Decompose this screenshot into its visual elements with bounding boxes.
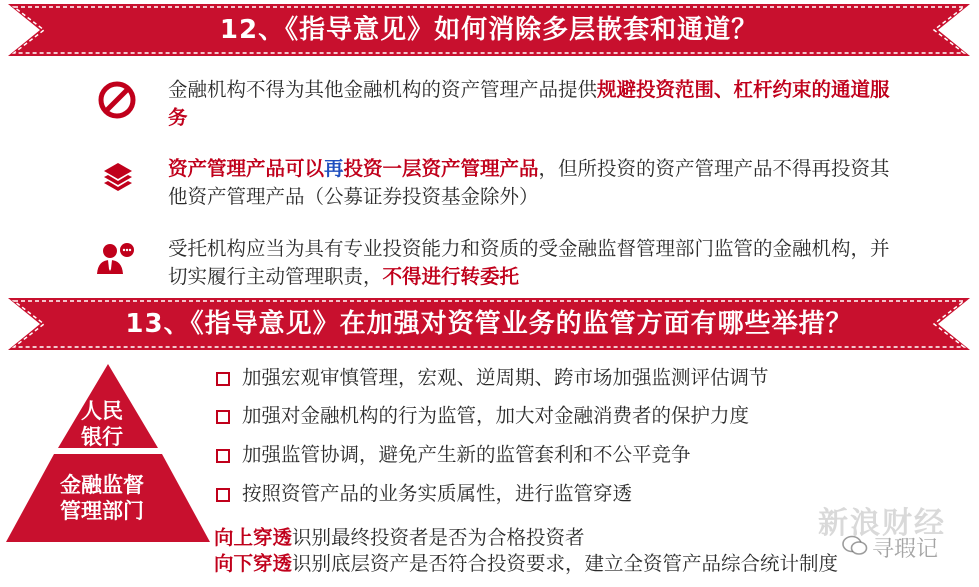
watermark-logo: 新浪财经 [818,506,946,541]
layers-icon [101,160,135,198]
item-1-text [168,76,898,132]
item-3-text [168,235,898,291]
measure-item: 加强对金融机构的行为监管，加大对金融消费者的保护力度 [242,404,750,427]
pyramid-bottom-text: 金融监督 [60,473,144,497]
item-3-text-highlight: 不得进行转委托 [382,265,520,288]
item-2-highlight-1: 资产管理产品可以 [168,157,325,180]
item-1-text-highlight: 规避投资范围、杠杆约束的通道服务 [168,78,890,129]
section-13-banner [8,298,970,354]
pyramid-top-label [72,398,132,450]
wechat-icon [842,535,868,561]
watermark-account: 寻瑕记 [872,537,939,562]
penetrate-down-text: 识别底层资产是否符合投资要求，建立全资管产品综合统计制度 [292,552,839,575]
penetrate-down-line [214,551,838,577]
pyramid-top-text: 人民 [81,399,123,423]
penetrate-up-text: 识别最终投资者是否为合格投资者 [292,526,585,549]
pyramid-bottom-text-line2: 管理部门 [60,499,144,523]
section-12-title: 12、《指导意见》如何消除多层嵌套和通道？ [219,15,759,45]
measure-item: 按照资管产品的业务实质属性，进行监管穿透 [242,482,633,505]
pyramid-top-text-line2: 银行 [81,425,123,449]
item-2-highlight-blue: 再 [324,157,344,180]
item-3-text-before: 受托机构应当为具有专业投资能力和资质的受金融监督管理部门监管的金融机构，并切实履行主动管理职责， [168,237,890,288]
pyramid-bottom-label [46,472,158,524]
penetrate-up-label: 向上穿透 [214,526,293,549]
bullet-square [216,410,230,424]
trustee-person-icon [96,240,136,280]
item-2-text [168,155,898,211]
section-12-banner [8,4,970,60]
penetrate-down-label: 向下穿透 [214,552,293,575]
item-2-text-after: ，但所投资的资产管理产品不得再投资其他资产管理产品（公募证券投资基金除外） [168,157,890,208]
section-13-title: 13、《指导意见》在加强对资管业务的监管方面有哪些举措？ [125,309,853,339]
measure-item: 加强监管协调，避免产生新的监管套利和不公平竞争 [242,443,691,466]
bullet-square [216,449,230,463]
penetrate-up-line [214,525,585,551]
item-1-text-before: 金融机构不得为其他金融机构的资产管理产品提供 [168,78,598,101]
bullet-square [216,488,230,502]
prohibited-icon [97,80,137,124]
item-2-highlight-2: 投资一层资产管理产品 [343,157,539,180]
bullet-square [216,372,230,386]
measure-item: 加强宏观审慎管理，宏观、逆周期、跨市场加强监测评估调节 [242,366,769,389]
